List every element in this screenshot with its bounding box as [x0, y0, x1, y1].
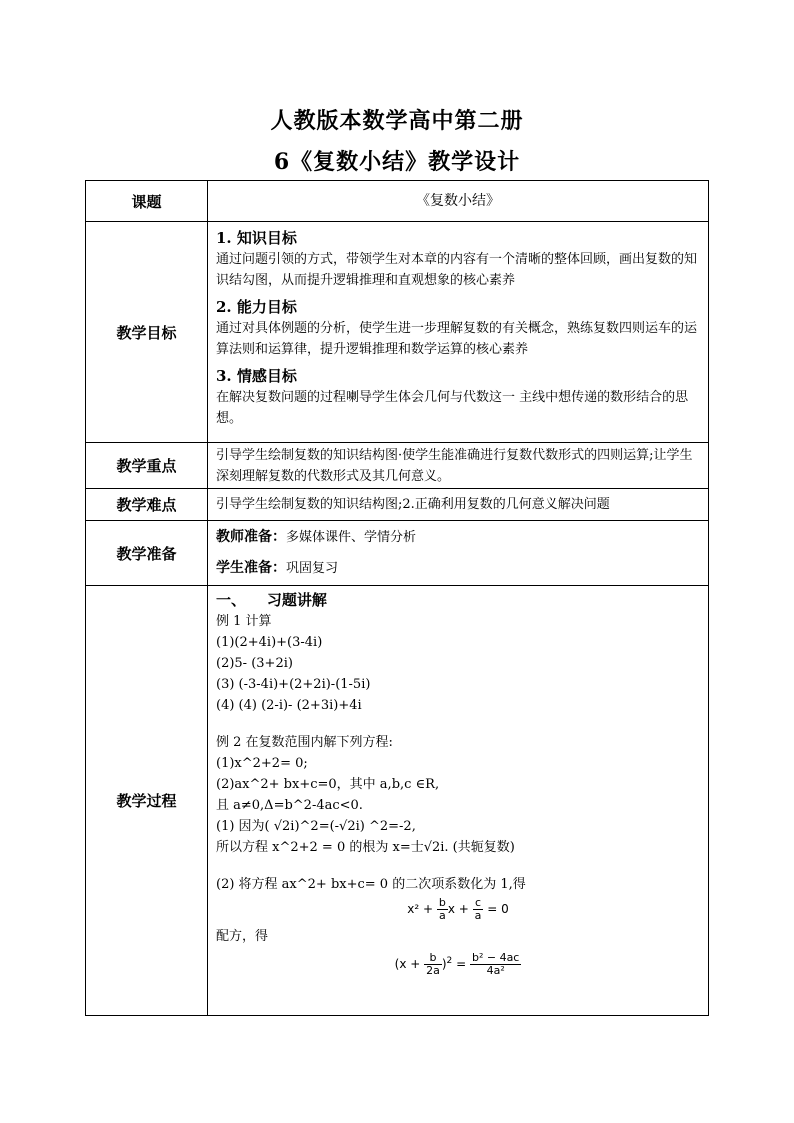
goal-text-knowledge: 通过问题引领的方式，带领学生对本章的内容有一个清晰的整体回顾，画出复数的知识结勾图，从而提升逻辑推理和直观想象的核心素养 [216, 252, 698, 288]
row-process [86, 586, 709, 1016]
label-topic: 课题 [86, 181, 208, 222]
value-goals [208, 222, 709, 443]
example2-line: (2)ax^2+ bx+c=0，其中 a,b,c ∈R, [216, 777, 440, 792]
goal-heading-emotion: 3. 情感目标 [216, 367, 297, 385]
process-heading: 一、 习题讲解 [216, 591, 327, 609]
student-prep-value: 巩固复习 [286, 561, 339, 576]
example1-item: (2)5- (3+2i) [216, 656, 293, 671]
example2-title: 例 2 在复数范围内解下列方程: [216, 735, 393, 750]
value-difficulty: 引导学生绘制复数的知识结构图;2.正确利用复数的几何意义解决问题 [208, 489, 709, 521]
goal-text-emotion: 在解决复数问题的过程喇导学生体会几何与代数这一 主线中想传递的数形结合的思想。 [216, 390, 689, 426]
value-prep [208, 521, 709, 586]
row-difficulty [86, 489, 709, 521]
row-goals [86, 222, 709, 443]
lesson-plan-table [85, 180, 709, 1016]
row-focus [86, 443, 709, 489]
equation-normalized: x² + $\frac{b}{a}$ x + $\frac{c}{a}$ = 0 [407, 896, 509, 922]
document-title: 人教版本数学高中第二册 [270, 108, 524, 134]
teacher-prep-value: 多媒体课件、学情分析 [286, 530, 417, 545]
example2-line: (1) 因为( √2i)^2=(-√2i) ^2=-2, [216, 819, 416, 834]
complete-square-text: 配方，得 [216, 929, 269, 944]
label-difficulty: 教学难点 [86, 489, 208, 521]
teacher-prep-label: 教师准备： [216, 529, 286, 545]
goal-heading-ability: 2. 能力目标 [216, 298, 297, 316]
value-focus: 引导学生绘制复数的知识结构图·使学生能准确进行复数代数形式的四则运算;让学生深刻理解复数的代数形式及其几何意义。 [208, 443, 709, 489]
example2-line: (1)x^2+2= 0; [216, 756, 308, 771]
row-topic [86, 181, 709, 222]
example1-title: 例 1 计算 [216, 614, 272, 629]
equation-completed-square: (x + $\frac{b}{2a}$ )$^2$ = $\frac{\text{b² − 4ac}}{\text{4a²}}$ [394, 951, 520, 977]
goal-text-ability: 通过对具体例题的分析，使学生进一步理解复数的有关概念，熟练复数四则运车的运算法则和运算律，提升逻辑推理和数学运算的核心素养 [216, 321, 698, 357]
example2-part2: (2) 将方程 ax^2+ bx+c= 0 的二次项系数化为 1,得 [216, 877, 526, 892]
document-subtitle: 6《复数小结》教学设计 [273, 149, 521, 175]
label-focus: 教学重点 [86, 443, 208, 489]
example1-item: (3) (-3-4i)+(2+2i)-(1-5i) [216, 677, 371, 692]
label-prep: 教学准备 [86, 521, 208, 586]
label-goals: 教学目标 [86, 222, 208, 443]
example2-line: 所以方程 x^2+2 = 0 的根为 x=士√2i. (共轭复数) [216, 840, 515, 855]
value-topic: 《复数小结》 [208, 181, 709, 222]
value-process [208, 586, 709, 1016]
example1-item: (1)(2+4i)+(3-4i) [216, 635, 323, 650]
example2-line: 且 a≠0,Δ=b^2-4ac<0. [216, 798, 363, 813]
goal-heading-knowledge: 1. 知识目标 [216, 229, 297, 247]
row-prep [86, 521, 709, 586]
label-process: 教学过程 [86, 586, 208, 1016]
example1-item: (4) (4) (2-i)- (2+3i)+4i [216, 698, 362, 713]
student-prep-label: 学生准备： [216, 560, 286, 576]
